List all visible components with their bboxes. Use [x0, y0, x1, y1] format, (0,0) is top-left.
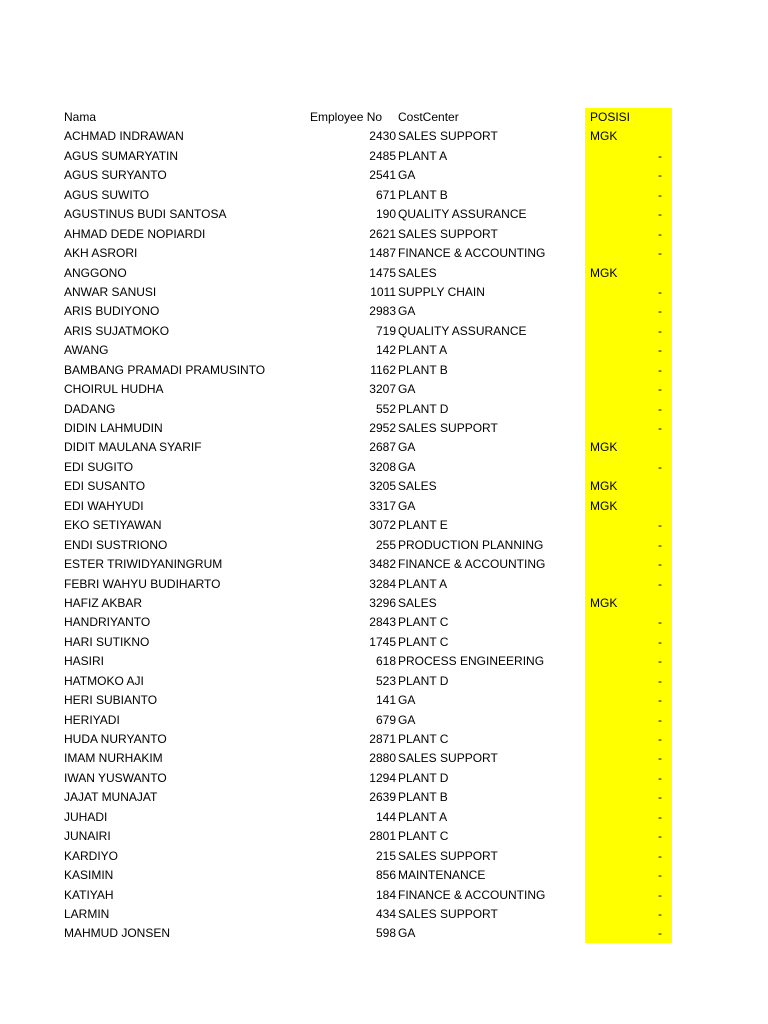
- cell-cost-center: PLANT A: [398, 809, 448, 824]
- cell-cost-center: GA: [398, 926, 416, 941]
- cell-cost-center: PLANT A: [398, 576, 448, 591]
- cell-nama: JAJAT MUNAJAT: [64, 790, 158, 805]
- cell-employee-no: 3296: [369, 595, 396, 610]
- cell-posisi: -: [658, 537, 662, 552]
- cell-cost-center: GA: [398, 498, 416, 513]
- cell-employee-no: 1011: [370, 284, 396, 299]
- cell-posisi: -: [658, 226, 662, 241]
- cell-cost-center: GA: [398, 382, 416, 397]
- cell-posisi: MGK: [590, 265, 618, 280]
- cell-cost-center: SALES SUPPORT: [398, 751, 498, 766]
- cell-employee-no: 2880: [369, 751, 396, 766]
- cell-cost-center: PLANT D: [398, 401, 449, 416]
- cell-nama: JUHADI: [64, 809, 108, 824]
- cell-posisi: -: [658, 868, 662, 883]
- cell-employee-no: 2485: [369, 148, 396, 163]
- cell-nama: DADANG: [64, 401, 116, 416]
- table-row: [0, 652, 768, 671]
- cell-nama: HAFIZ AKBAR: [64, 595, 143, 610]
- cell-nama: LARMIN: [64, 906, 110, 921]
- cell-posisi: -: [658, 557, 662, 572]
- cell-posisi: -: [658, 207, 662, 222]
- cell-cost-center: PLANT E: [398, 518, 448, 533]
- cell-nama: ACHMAD INDRAWAN: [64, 129, 184, 144]
- cell-nama: AGUS SUWITO: [64, 187, 150, 202]
- cell-nama: HANDRIYANTO: [64, 615, 151, 630]
- table-row: [0, 594, 768, 613]
- cell-cost-center: GA: [398, 440, 416, 455]
- cell-employee-no: 3205: [369, 479, 396, 494]
- cell-nama: KATIYAH: [64, 887, 114, 902]
- cell-posisi: -: [658, 304, 662, 319]
- table-row: [0, 127, 768, 146]
- cell-cost-center: FINANCE & ACCOUNTING: [398, 557, 546, 572]
- cell-cost-center: PLANT A: [398, 148, 448, 163]
- cell-employee-no: 3208: [369, 459, 396, 474]
- cell-posisi: -: [658, 712, 662, 727]
- cell-posisi: MGK: [590, 129, 618, 144]
- cell-posisi: -: [658, 148, 662, 163]
- cell-posisi: -: [658, 790, 662, 805]
- cell-posisi: -: [658, 829, 662, 844]
- table-row: [0, 166, 768, 185]
- cell-nama: HARI SUTIKNO: [64, 634, 150, 649]
- cell-cost-center: PLANT C: [398, 829, 449, 844]
- cell-cost-center: SALES: [398, 595, 437, 610]
- table-row: [0, 886, 768, 905]
- cell-nama: KASIMIN: [64, 868, 114, 883]
- cell-posisi: -: [658, 421, 662, 435]
- table-row: [0, 847, 768, 866]
- table-body: [0, 127, 768, 943]
- cell-employee-no: 141: [375, 693, 396, 708]
- cell-cost-center: FINANCE & ACCOUNTING: [398, 246, 546, 261]
- cell-employee-no: 1294: [369, 770, 396, 785]
- table-header-row: [0, 108, 768, 127]
- cell-nama: EKO SETIYAWAN: [64, 518, 162, 533]
- cell-posisi: -: [658, 654, 662, 669]
- cell-posisi: -: [658, 168, 662, 183]
- cell-nama: ANWAR SANUSI: [64, 284, 157, 299]
- table-row: [0, 147, 768, 166]
- cell-employee-no: 679: [375, 712, 396, 727]
- cell-employee-no: 3072: [369, 518, 396, 533]
- table-row: [0, 477, 768, 496]
- cell-nama: HASIRI: [64, 654, 105, 669]
- cell-employee-no: 2843: [369, 615, 396, 630]
- table-row: [0, 264, 768, 283]
- cell-posisi: -: [658, 323, 662, 338]
- cell-posisi: -: [658, 362, 662, 377]
- cell-nama: CHOIRUL HUDHA: [64, 382, 164, 397]
- cell-posisi: -: [658, 576, 662, 591]
- header-nama: Nama: [64, 110, 97, 124]
- cell-employee-no: 2621: [369, 226, 396, 241]
- cell-employee-no: 1475: [369, 265, 396, 280]
- cell-posisi: -: [658, 770, 662, 785]
- cell-posisi: -: [658, 693, 662, 708]
- cell-employee-no: 3207: [369, 382, 396, 397]
- cell-employee-no: 142: [375, 343, 396, 358]
- cell-employee-no: 190: [375, 207, 396, 222]
- cell-posisi: -: [658, 751, 662, 766]
- table-row: [0, 575, 768, 594]
- table-row: [0, 186, 768, 205]
- cell-employee-no: 3482: [369, 557, 396, 572]
- table-row: [0, 730, 768, 749]
- cell-employee-no: 3317: [369, 498, 396, 513]
- cell-employee-no: 1487: [369, 246, 396, 261]
- cell-cost-center: SALES: [398, 265, 437, 280]
- cell-cost-center: PLANT C: [398, 615, 449, 630]
- cell-nama: DIDIT MAULANA SYARIF: [64, 440, 202, 455]
- cell-employee-no: 3284: [369, 576, 396, 591]
- cell-nama: BAMBANG PRAMADI PRAMUSINTO: [64, 362, 266, 377]
- cell-cost-center: PRODUCTION PLANNING: [398, 537, 544, 552]
- cell-posisi: MGK: [590, 440, 618, 455]
- cell-nama: AGUSTINUS BUDI SANTOSA: [64, 207, 227, 222]
- table-row: [0, 322, 768, 341]
- cell-cost-center: QUALITY ASSURANCE: [398, 323, 527, 338]
- cell-cost-center: GA: [398, 304, 416, 319]
- cell-cost-center: PLANT B: [398, 362, 448, 377]
- cell-nama: HUDA NURYANTO: [64, 732, 167, 746]
- cell-posisi: -: [658, 848, 662, 863]
- cell-employee-no: 2952: [369, 421, 396, 435]
- cell-nama: ARIS BUDIYONO: [64, 304, 160, 319]
- cell-cost-center: SALES SUPPORT: [398, 129, 498, 144]
- cell-cost-center: PLANT C: [398, 732, 449, 746]
- cell-employee-no: 552: [375, 401, 396, 416]
- employee-table: [0, 108, 768, 944]
- table-row: [0, 380, 768, 399]
- cell-employee-no: 671: [375, 187, 396, 202]
- cell-cost-center: SALES SUPPORT: [398, 421, 498, 435]
- table-row: [0, 458, 768, 477]
- cell-employee-no: 2801: [369, 829, 396, 844]
- cell-employee-no: 215: [375, 848, 396, 863]
- cell-posisi: -: [658, 809, 662, 824]
- table-row: [0, 341, 768, 360]
- table-row: [0, 711, 768, 730]
- cell-nama: ARIS SUJATMOKO: [64, 323, 170, 338]
- cell-cost-center: PLANT D: [398, 673, 449, 688]
- cell-nama: HERI SUBIANTO: [64, 693, 158, 708]
- table-row: [0, 808, 768, 827]
- cell-employee-no: 2983: [369, 304, 396, 319]
- cell-posisi: -: [658, 382, 662, 397]
- table-row: [0, 691, 768, 710]
- cell-nama: IWAN YUSWANTO: [64, 770, 167, 785]
- cell-cost-center: QUALITY ASSURANCE: [398, 207, 527, 222]
- cell-cost-center: SALES: [398, 479, 437, 494]
- header-employee-no: Employee No: [310, 110, 383, 124]
- cell-cost-center: MAINTENANCE: [398, 868, 486, 883]
- cell-posisi: -: [658, 887, 662, 902]
- table-row: [0, 924, 768, 943]
- cell-employee-no: 1162: [370, 362, 396, 377]
- cell-employee-no: 434: [375, 906, 396, 921]
- cell-posisi: -: [658, 187, 662, 202]
- cell-cost-center: FINANCE & ACCOUNTING: [398, 887, 546, 902]
- cell-nama: HERIYADI: [64, 712, 120, 727]
- cell-nama: AHMAD DEDE NOPIARDI: [64, 226, 206, 241]
- cell-employee-no: 523: [375, 673, 396, 688]
- cell-cost-center: GA: [398, 712, 416, 727]
- cell-posisi: -: [658, 246, 662, 261]
- cell-employee-no: 255: [375, 537, 396, 552]
- table-row: [0, 438, 768, 457]
- cell-nama: AGUS SUMARYATIN: [64, 148, 179, 163]
- cell-employee-no: 856: [375, 868, 396, 883]
- table-row: [0, 205, 768, 224]
- cell-cost-center: GA: [398, 168, 416, 183]
- table-row: [0, 536, 768, 555]
- cell-nama: DIDIN LAHMUDIN: [64, 421, 163, 435]
- cell-nama: ESTER TRIWIDYANINGRUM: [64, 557, 223, 572]
- cell-employee-no: 598: [375, 926, 396, 941]
- cell-posisi: -: [658, 673, 662, 688]
- cell-nama: EDI SUGITO: [64, 459, 134, 474]
- cell-posisi: -: [658, 518, 662, 533]
- cell-cost-center: GA: [398, 459, 416, 474]
- cell-posisi: -: [658, 906, 662, 921]
- cell-cost-center: SALES SUPPORT: [398, 906, 498, 921]
- cell-posisi: -: [658, 343, 662, 358]
- cell-nama: HATMOKO AJI: [64, 673, 144, 688]
- cell-employee-no: 2639: [369, 790, 396, 805]
- cell-posisi: -: [658, 459, 662, 474]
- header-cost-center: CostCenter: [398, 110, 459, 124]
- table-row: [0, 827, 768, 846]
- table-row: [0, 419, 768, 438]
- table-row: [0, 633, 768, 652]
- cell-nama: JUNAIRI: [64, 829, 111, 844]
- cell-nama: AKH ASRORI: [64, 246, 138, 261]
- table-row: [0, 555, 768, 574]
- cell-nama: ENDI SUSTRIONO: [64, 537, 168, 552]
- table-row: [0, 516, 768, 535]
- cell-cost-center: PROCESS ENGINEERING: [398, 654, 545, 669]
- cell-posisi: MGK: [590, 479, 618, 494]
- table-row: [0, 769, 768, 788]
- cell-nama: EDI WAHYUDI: [64, 498, 144, 513]
- cell-posisi: -: [658, 615, 662, 630]
- cell-cost-center: PLANT D: [398, 770, 449, 785]
- cell-employee-no: 2871: [369, 732, 396, 746]
- cell-employee-no: 719: [375, 323, 396, 338]
- table-row: [0, 866, 768, 885]
- table-row: [0, 497, 768, 516]
- cell-posisi: -: [658, 732, 662, 746]
- table-row: [0, 283, 768, 302]
- header-posisi: POSISI: [590, 110, 631, 124]
- cell-cost-center: SALES SUPPORT: [398, 226, 498, 241]
- cell-nama: FEBRI WAHYU BUDIHARTO: [64, 576, 221, 591]
- cell-employee-no: 2541: [369, 168, 396, 183]
- cell-posisi: MGK: [590, 498, 618, 513]
- table-row: [0, 361, 768, 380]
- cell-nama: IMAM NURHAKIM: [64, 751, 163, 766]
- cell-cost-center: SALES SUPPORT: [398, 848, 498, 863]
- cell-nama: EDI SUSANTO: [64, 479, 146, 494]
- cell-posisi: -: [658, 284, 662, 299]
- cell-employee-no: 2430: [369, 129, 396, 144]
- cell-cost-center: PLANT A: [398, 343, 448, 358]
- cell-cost-center: GA: [398, 693, 416, 708]
- cell-employee-no: 618: [375, 654, 396, 669]
- cell-employee-no: 144: [375, 809, 396, 824]
- cell-cost-center: SUPPLY CHAIN: [398, 284, 485, 299]
- cell-nama: AGUS SURYANTO: [64, 168, 167, 183]
- table-row: [0, 613, 768, 632]
- cell-employee-no: 1745: [369, 634, 396, 649]
- cell-nama: ANGGONO: [64, 265, 127, 280]
- table-row: [0, 749, 768, 768]
- cell-cost-center: PLANT C: [398, 634, 449, 649]
- cell-employee-no: 184: [375, 887, 396, 902]
- cell-posisi: -: [658, 634, 662, 649]
- cell-cost-center: PLANT B: [398, 790, 448, 805]
- table-row: [0, 905, 768, 924]
- table-row: [0, 225, 768, 244]
- table-row: [0, 244, 768, 263]
- table-row: [0, 400, 768, 419]
- cell-posisi: MGK: [590, 595, 618, 610]
- cell-employee-no: 2687: [369, 440, 396, 455]
- cell-nama: AWANG: [64, 343, 109, 358]
- cell-nama: KARDIYO: [64, 848, 119, 863]
- cell-posisi: -: [658, 926, 662, 941]
- table-row: [0, 788, 768, 807]
- table-row: [0, 302, 768, 321]
- table-row: [0, 672, 768, 691]
- cell-posisi: -: [658, 401, 662, 416]
- cell-nama: MAHMUD JONSEN: [64, 926, 171, 941]
- cell-cost-center: PLANT B: [398, 187, 448, 202]
